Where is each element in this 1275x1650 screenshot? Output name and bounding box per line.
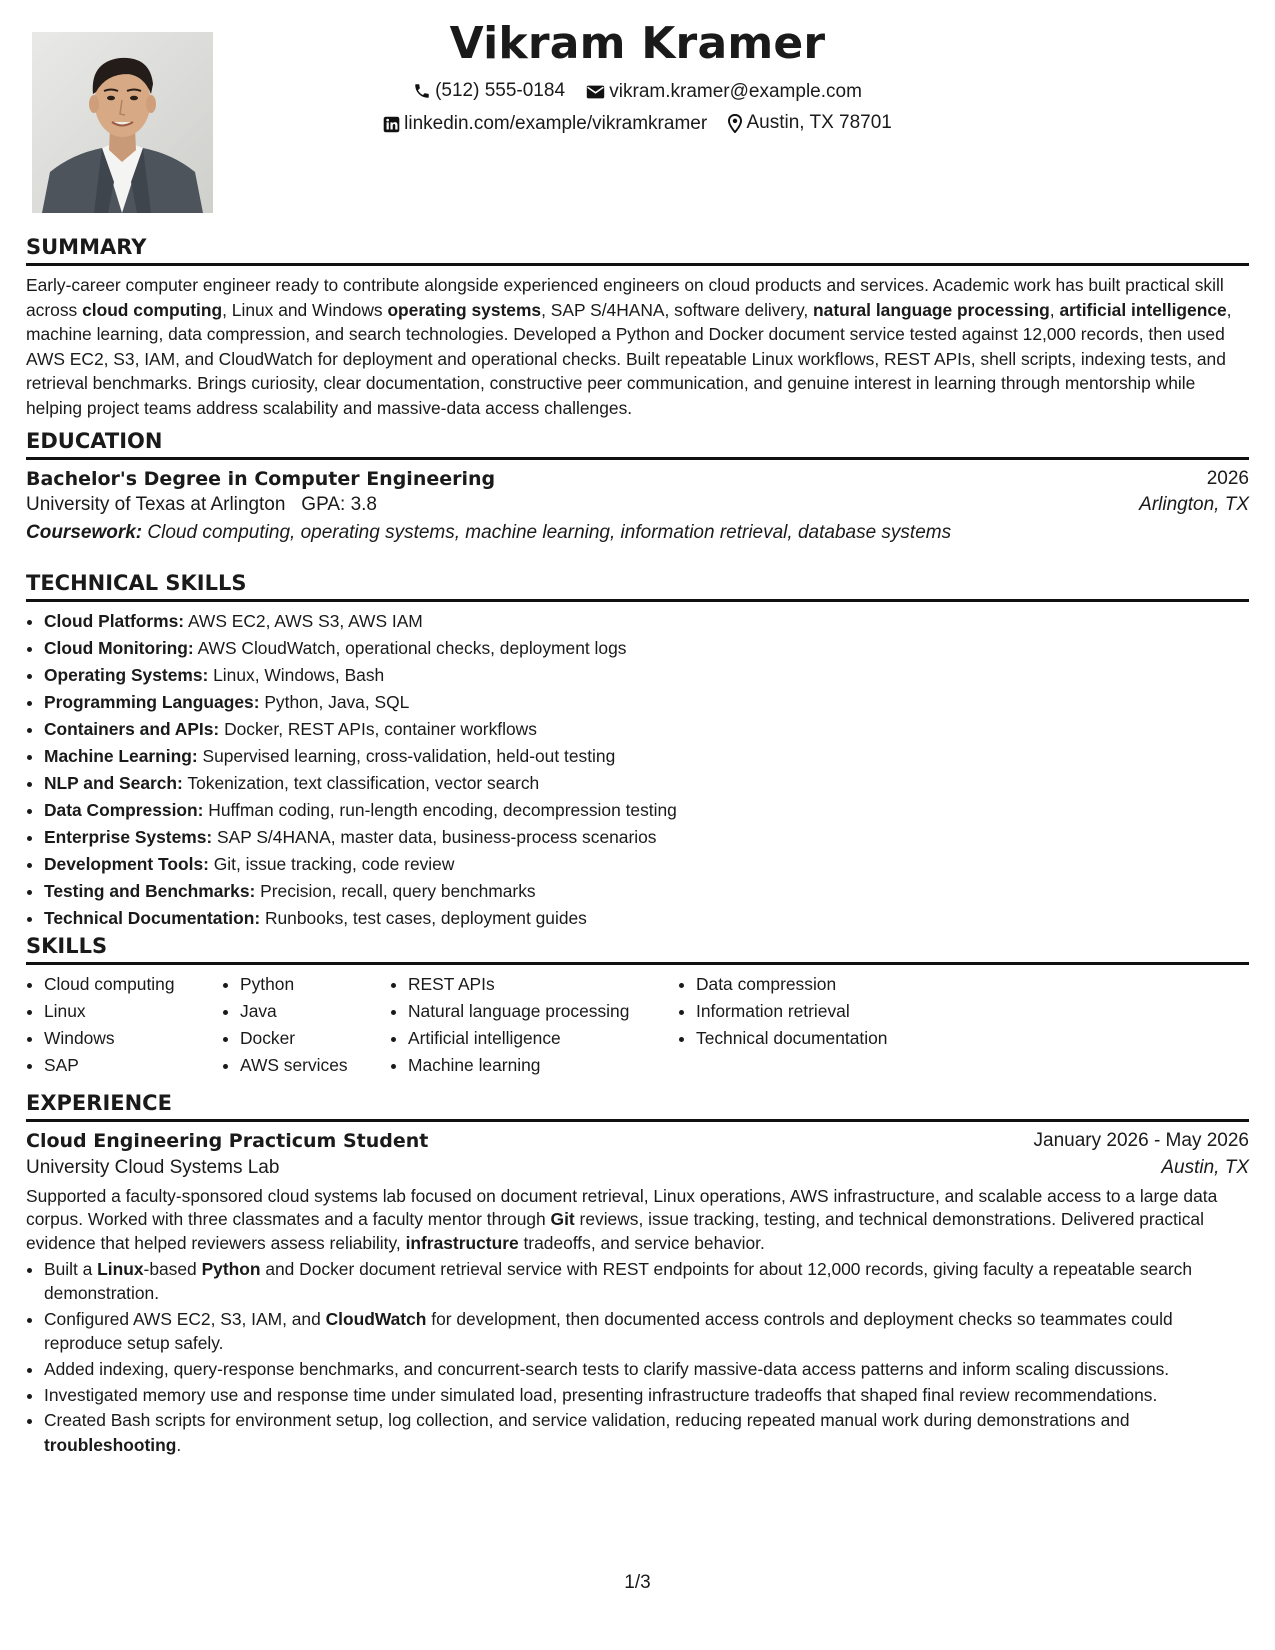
experience-bullet (44, 1307, 1249, 1355)
map-pin-icon (728, 114, 742, 133)
technical-skills-list (26, 608, 1249, 932)
text-run: , Linux and Windows (222, 299, 388, 320)
skill-category: Technical Documentation: (44, 908, 261, 928)
skill-category: Data Compression: (44, 800, 204, 820)
skill-item: • Technical documentation (696, 1025, 956, 1052)
technical-skill-item (44, 743, 1249, 770)
skills-column (222, 971, 390, 1079)
envelope-icon (586, 84, 605, 100)
job-row-2 (26, 1157, 1249, 1179)
job-description (26, 1185, 1249, 1255)
text-run: , machine learning, data compression, and search technologies. Developed a Python and Docker document service tested against 12,000 records, then used AWS EC2, S3, IAM, and CloudWatch for deployment and operational checks. Built repeatable Linux workflows, REST APIs, shell scripts, indexing tests, and retrieval benchmarks. Brings curiosity, clear documentation, constructive peer communication, and genuine interest in learning through mentorship while helping project teams address scalability and massive-data access challenges. (26, 299, 1232, 418)
skill-category: Cloud Platforms: (44, 611, 185, 631)
job-title: Cloud Engineering Practicum Student (26, 1130, 429, 1152)
text-run: Investigated memory use and response time under simulated load, presenting infrastructure tradeoffs that shaped final review recommendations. (44, 1384, 1158, 1405)
skill-category: Operating Systems: (44, 665, 209, 685)
phone-item[interactable] (413, 80, 565, 102)
location-text: Austin, TX 78701 (746, 112, 892, 133)
skills-column (678, 971, 956, 1079)
page-number: 1/3 (624, 1572, 651, 1593)
skill-category: NLP and Search: (44, 773, 183, 793)
skill-values: Python, Java, SQL (259, 692, 410, 712)
section-heading: SUMMARY (26, 233, 1249, 266)
skills-column (26, 971, 222, 1079)
candidate-name: Vikram Kramer (449, 18, 826, 69)
technical-skill-item (44, 878, 1249, 905)
skill-category: Programming Languages: (44, 692, 260, 712)
skill-values: Runbooks, test cases, deployment guides (260, 908, 587, 928)
skill-values: Tokenization, text classification, vector search (182, 773, 540, 793)
contact-row-1 (0, 80, 1275, 106)
linkedin-icon (383, 116, 400, 133)
technical-skill-item (44, 608, 1249, 635)
bold-text: operating systems (387, 299, 542, 320)
gpa: GPA: 3.8 (301, 494, 377, 515)
skills-column (390, 971, 678, 1079)
text-run: , (1049, 299, 1060, 320)
skill-item: • Cloud computing (44, 971, 222, 998)
school-location: Arlington, TX (1139, 494, 1249, 515)
linkedin-text: linkedin.com/example/vikramkramer (404, 113, 708, 134)
bold-text: infrastructure (405, 1232, 519, 1253)
text-run: , SAP S/4HANA, software delivery, (541, 299, 814, 320)
coursework-label: Coursework: (26, 522, 143, 543)
skill-values: Docker, REST APIs, container workflows (219, 719, 537, 739)
skill-values: Linux, Windows, Bash (208, 665, 385, 685)
skill-item: • Artificial intelligence (408, 1025, 678, 1052)
technical-skill-item (44, 851, 1249, 878)
skill-item: • Information retrieval (696, 998, 956, 1025)
text-run: . (176, 1434, 182, 1455)
bold-text: Git (550, 1209, 575, 1230)
skill-item: • Java (240, 998, 390, 1025)
skill-item: • Docker (240, 1025, 390, 1052)
technical-skill-item (44, 905, 1249, 932)
skill-item: • Data compression (696, 971, 956, 998)
summary-paragraph (26, 273, 1249, 421)
text-run: for development, then documented access controls and deployment checks so teammates could reproduce setup safely. (44, 1309, 1173, 1354)
job-row-1 (26, 1130, 1249, 1152)
skill-item: • AWS services (240, 1052, 390, 1079)
skill-item: • Natural language processing (408, 998, 678, 1025)
location-item (728, 112, 891, 134)
experience-section (26, 1089, 1249, 1458)
experience-bullet (44, 1357, 1249, 1381)
section-heading: SKILLS (26, 932, 1249, 965)
skill-values: Git, issue tracking, code review (208, 854, 455, 874)
bold-text: artificial intelligence (1059, 299, 1227, 320)
bold-text: Python (201, 1259, 261, 1280)
linkedin-item[interactable] (383, 113, 707, 135)
job-location: Austin, TX (1161, 1157, 1249, 1178)
school-name: University of Texas at Arlington (26, 494, 286, 515)
summary-section (26, 233, 1249, 421)
section-heading: TECHNICAL SKILLS (26, 569, 1249, 602)
skill-values: SAP S/4HANA, master data, business-process scenarios (212, 827, 657, 847)
coursework-text: Cloud computing, operating systems, machine learning, information retrieval, database systems (147, 522, 952, 543)
bold-text: natural language processing (813, 299, 1050, 320)
technical-skill-item (44, 797, 1249, 824)
skill-values: Huffman coding, run-length encoding, decompression testing (203, 800, 677, 820)
education-row-1 (26, 468, 1249, 490)
email-text: vikram.kramer@example.com (609, 81, 862, 102)
skill-item: • Linux (44, 998, 222, 1025)
technical-skill-item (44, 824, 1249, 851)
bold-text: cloud computing (82, 299, 223, 320)
text-run: Added indexing, query-response benchmarks, and concurrent-search tests to clarify massive-data access patterns and inform scaling discussions. (44, 1359, 1170, 1380)
skills-grid (26, 971, 1249, 1079)
section-heading: EDUCATION (26, 427, 1249, 460)
section-heading: EXPERIENCE (26, 1089, 1249, 1122)
email-item[interactable] (586, 81, 862, 103)
technical-skill-item (44, 662, 1249, 689)
text-run: Configured AWS EC2, S3, IAM, and (44, 1309, 326, 1330)
bold-text: troubleshooting (44, 1434, 177, 1455)
text-run: reviews, issue tracking, testing, and technical demonstrations. Delivered practical evidence that helped reviewers assess reliability, (26, 1209, 1204, 1253)
education-section (26, 427, 1249, 544)
skill-category: Enterprise Systems: (44, 827, 213, 847)
text-run: Built a (44, 1259, 98, 1280)
text-run: tradeoffs, and service behavior. (518, 1232, 765, 1253)
degree-title: Bachelor's Degree in Computer Engineering (26, 468, 496, 490)
phone-text: (512) 555-0184 (435, 80, 566, 101)
job-organization: University Cloud Systems Lab (26, 1157, 280, 1178)
school-line (26, 494, 377, 516)
graduation-year: 2026 (1206, 468, 1249, 489)
experience-bullet (44, 1257, 1249, 1305)
experience-bullet (44, 1408, 1249, 1456)
text-run: Supported a faculty-sponsored cloud systems lab focused on document retrieval, Linux operations, AWS infrastructure, and scalable access to a large data corpus. Worked with three classmates and a faculty mentor through (26, 1186, 1218, 1230)
skill-category: Testing and Benchmarks: (44, 881, 256, 901)
technical-skill-item (44, 770, 1249, 797)
technical-skill-item (44, 635, 1249, 662)
skill-category: Development Tools: (44, 854, 209, 874)
skill-item: • Windows (44, 1025, 222, 1052)
bold-text: Linux (97, 1259, 144, 1280)
text-run: Created Bash scripts for environment setup, log collection, and service validation, reducing repeated manual work during demonstrations and (44, 1410, 1130, 1431)
technical-skill-item (44, 716, 1249, 743)
text-run: Early-career computer engineer ready to contribute alongside experienced engineers on cloud products and services. Academic work has built practical skill across (26, 275, 1224, 320)
text-run: and Docker document retrieval service with REST endpoints for about 12,000 records, giving faculty a repeatable search demonstration. (44, 1259, 1193, 1304)
experience-bullet (44, 1383, 1249, 1407)
skill-category: Containers and APIs: (44, 719, 220, 739)
skill-category: Cloud Monitoring: (44, 638, 194, 658)
skill-item: • SAP (44, 1052, 222, 1079)
coursework-line (26, 522, 1249, 544)
skill-values: Supervised learning, cross-validation, held-out testing (197, 746, 616, 766)
technical-skill-item (44, 689, 1249, 716)
skill-category: Machine Learning: (44, 746, 198, 766)
skill-item: • Python (240, 971, 390, 998)
skill-item: • REST APIs (408, 971, 678, 998)
skill-values: Precision, recall, query benchmarks (255, 881, 536, 901)
bold-text: CloudWatch (325, 1309, 427, 1330)
education-row-2 (26, 494, 1249, 516)
text-run: -based (143, 1259, 202, 1280)
phone-icon (413, 82, 431, 100)
contact-row-2 (0, 112, 1275, 139)
job-bullets (26, 1257, 1249, 1457)
skill-item: • Machine learning (408, 1052, 678, 1079)
skills-section (26, 932, 1249, 1079)
skill-values: AWS CloudWatch, operational checks, deployment logs (193, 638, 627, 658)
technical-skills-section (26, 569, 1249, 932)
job-dates: January 2026 - May 2026 (1033, 1130, 1249, 1151)
skill-values: AWS EC2, AWS S3, AWS IAM (184, 611, 423, 631)
